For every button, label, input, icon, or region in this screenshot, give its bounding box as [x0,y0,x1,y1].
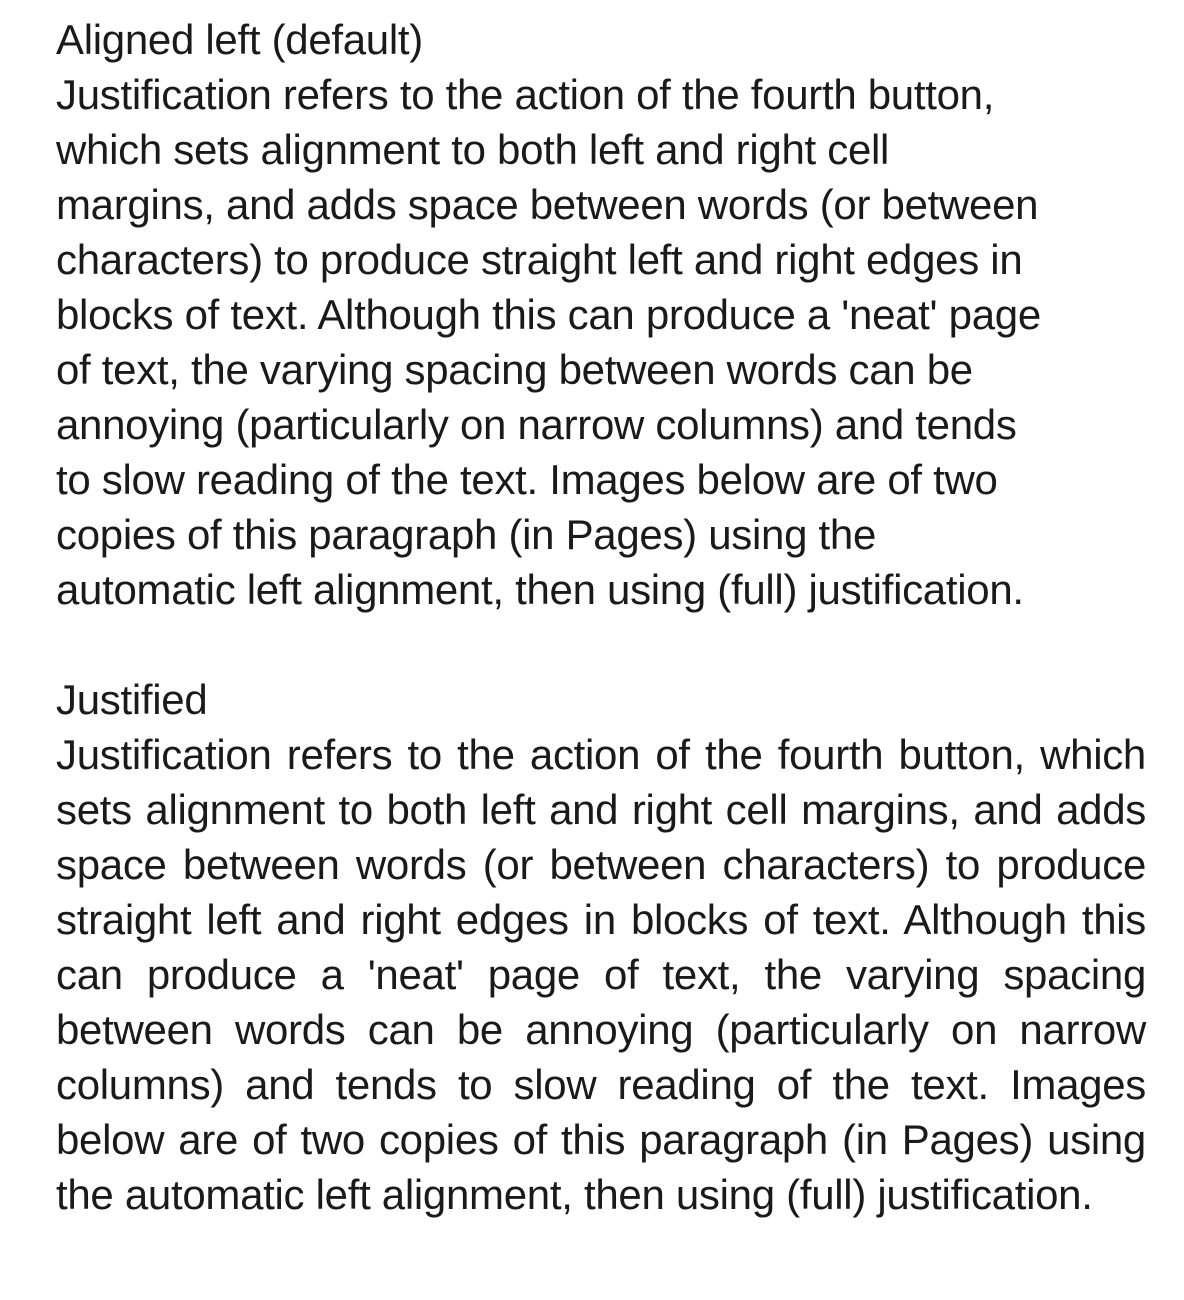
paragraph-line: annoying (particularly on narrow columns) and tends [56,401,1017,448]
paragraph-line: characters) to produce straight left and right edges in [56,236,1023,283]
section-aligned-left [56,12,1146,617]
section-justified [56,672,1146,1222]
section-spacer [56,617,1146,672]
paragraph-line: Justification refers to the action of the fourth button, [56,71,995,118]
paragraph-justified: Justification refers to the action of the fourth button, which sets alignment to both left and right cell margins, and adds space between words (or between characters) to produce straight left and right edges in blocks of text. Although this can produce a 'neat' page of text, the varying spacing between words can be annoying (particularly on narrow columns) and tends to slow reading of the text. Images below are of two copies of this paragraph (in Pages) using the automatic left alignment, then using (full) justification. [56,731,1146,1218]
paragraph-line: margins, and adds space between words (or between [56,181,1039,228]
paragraph-line: to slow reading of the text. Images below are of two [56,456,998,503]
paragraph-line: of text, the varying spacing between words can be [56,346,973,393]
paragraph-left-aligned [56,67,1136,617]
paragraph-line: automatic left alignment, then using (full) justification. [56,566,1024,613]
paragraph-line: which sets alignment to both left and right cell [56,126,890,173]
section-heading: Aligned left (default) [56,16,423,63]
section-heading: Justified [56,676,208,723]
document [56,12,1146,1222]
paragraph-line: copies of this paragraph (in Pages) using the [56,511,876,558]
paragraph-line: blocks of text. Although this can produce a 'neat' page [56,291,1041,338]
